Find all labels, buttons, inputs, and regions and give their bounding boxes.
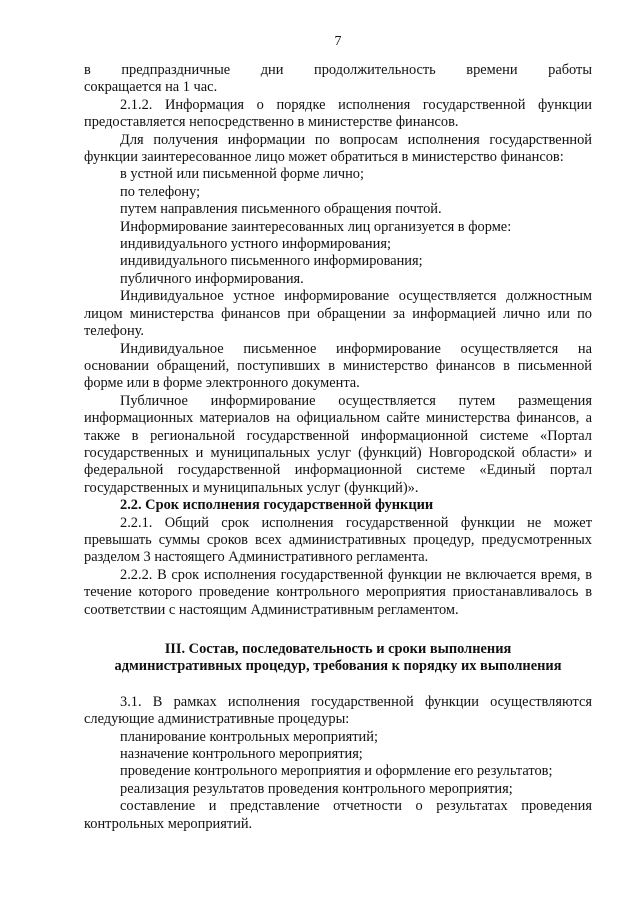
paragraph: Для получения информации по вопросам исполнения государственной функции заинтересованное лицо может обратиться в министерство финансов: bbox=[84, 131, 592, 166]
paragraph: 3.1. В рамках исполнения государственной функции осуществляются следующие административные процедуры: bbox=[84, 693, 592, 728]
paragraph: 2.2.2. В срок исполнения государственной функции не включается время, в течение которого проведение контрольного мероприятия приостанавливалось в соответствии с настоящим Административным регламентом. bbox=[84, 566, 592, 618]
list-item: планирование контрольных мероприятий; bbox=[120, 728, 378, 745]
section-subtitle: 2.2. Срок исполнения государственной функции bbox=[120, 497, 434, 514]
paragraph: Индивидуальное устное информирование осуществляется должностным лицом министерства финансов при обращении за информацией лично или по телефону. bbox=[84, 288, 592, 340]
paragraph: 2.1.2. Информация о порядке исполнения государственной функции предоставляется непосредственно в министерстве финансов. bbox=[84, 96, 592, 131]
list-item: путем направления письменного обращения почтой. bbox=[120, 201, 442, 218]
paragraph: составление и представление отчетности о результатах проведения контрольных мероприятий. bbox=[84, 798, 592, 832]
list-item: назначение контрольного мероприятия; bbox=[120, 746, 363, 763]
page-number: 7 bbox=[334, 34, 342, 49]
paragraph: сокращается на 1 час. bbox=[84, 79, 218, 96]
paragraph: Индивидуальное письменное информирование осуществляется на основании обращений, поступивших в министерство финансов в письменной форме или в форме электронного документа. bbox=[84, 340, 592, 392]
paragraph: 2.2.1. Общий срок исполнения государственной функции не может превышать суммы сроков всех административных процедур, предусмотренных разделом 3 настоящего Административного регламента. bbox=[84, 514, 592, 566]
paragraph: в предпраздничные дни продолжительность времени работы bbox=[84, 62, 592, 78]
list-item: по телефону; bbox=[120, 183, 201, 200]
spacer bbox=[84, 619, 592, 641]
list-item: реализация результатов проведения контрольного мероприятия; bbox=[120, 780, 513, 797]
section-title: административных процедур, требования к порядку их выполнения bbox=[114, 658, 562, 675]
document-body bbox=[84, 62, 592, 833]
paragraph: Публичное информирование осуществляется путем размещения информационных материалов на официальном сайте министерства финансов, а также в региональной государственной информационной системе «Портал государственных и муниципальных услуг (функций) Новгородской области» и федеральной государственной информационной системе «Единый портал государственных и муниципальных услуг (функций)». bbox=[84, 392, 592, 496]
list-item: индивидуального письменного информирования; bbox=[120, 253, 423, 270]
section-title: III. Состав, последовательность и сроки выполнения bbox=[164, 641, 512, 657]
list-item: публичного информирования. bbox=[120, 270, 304, 287]
spacer bbox=[84, 676, 592, 694]
list-item: проведение контрольного мероприятия и оформление его результатов; bbox=[120, 763, 553, 780]
list-item: в устной или письменной форме лично; bbox=[120, 166, 364, 183]
list-item: индивидуального устного информирования; bbox=[120, 236, 391, 253]
paragraph: Информирование заинтересованных лиц организуется в форме: bbox=[120, 218, 512, 235]
